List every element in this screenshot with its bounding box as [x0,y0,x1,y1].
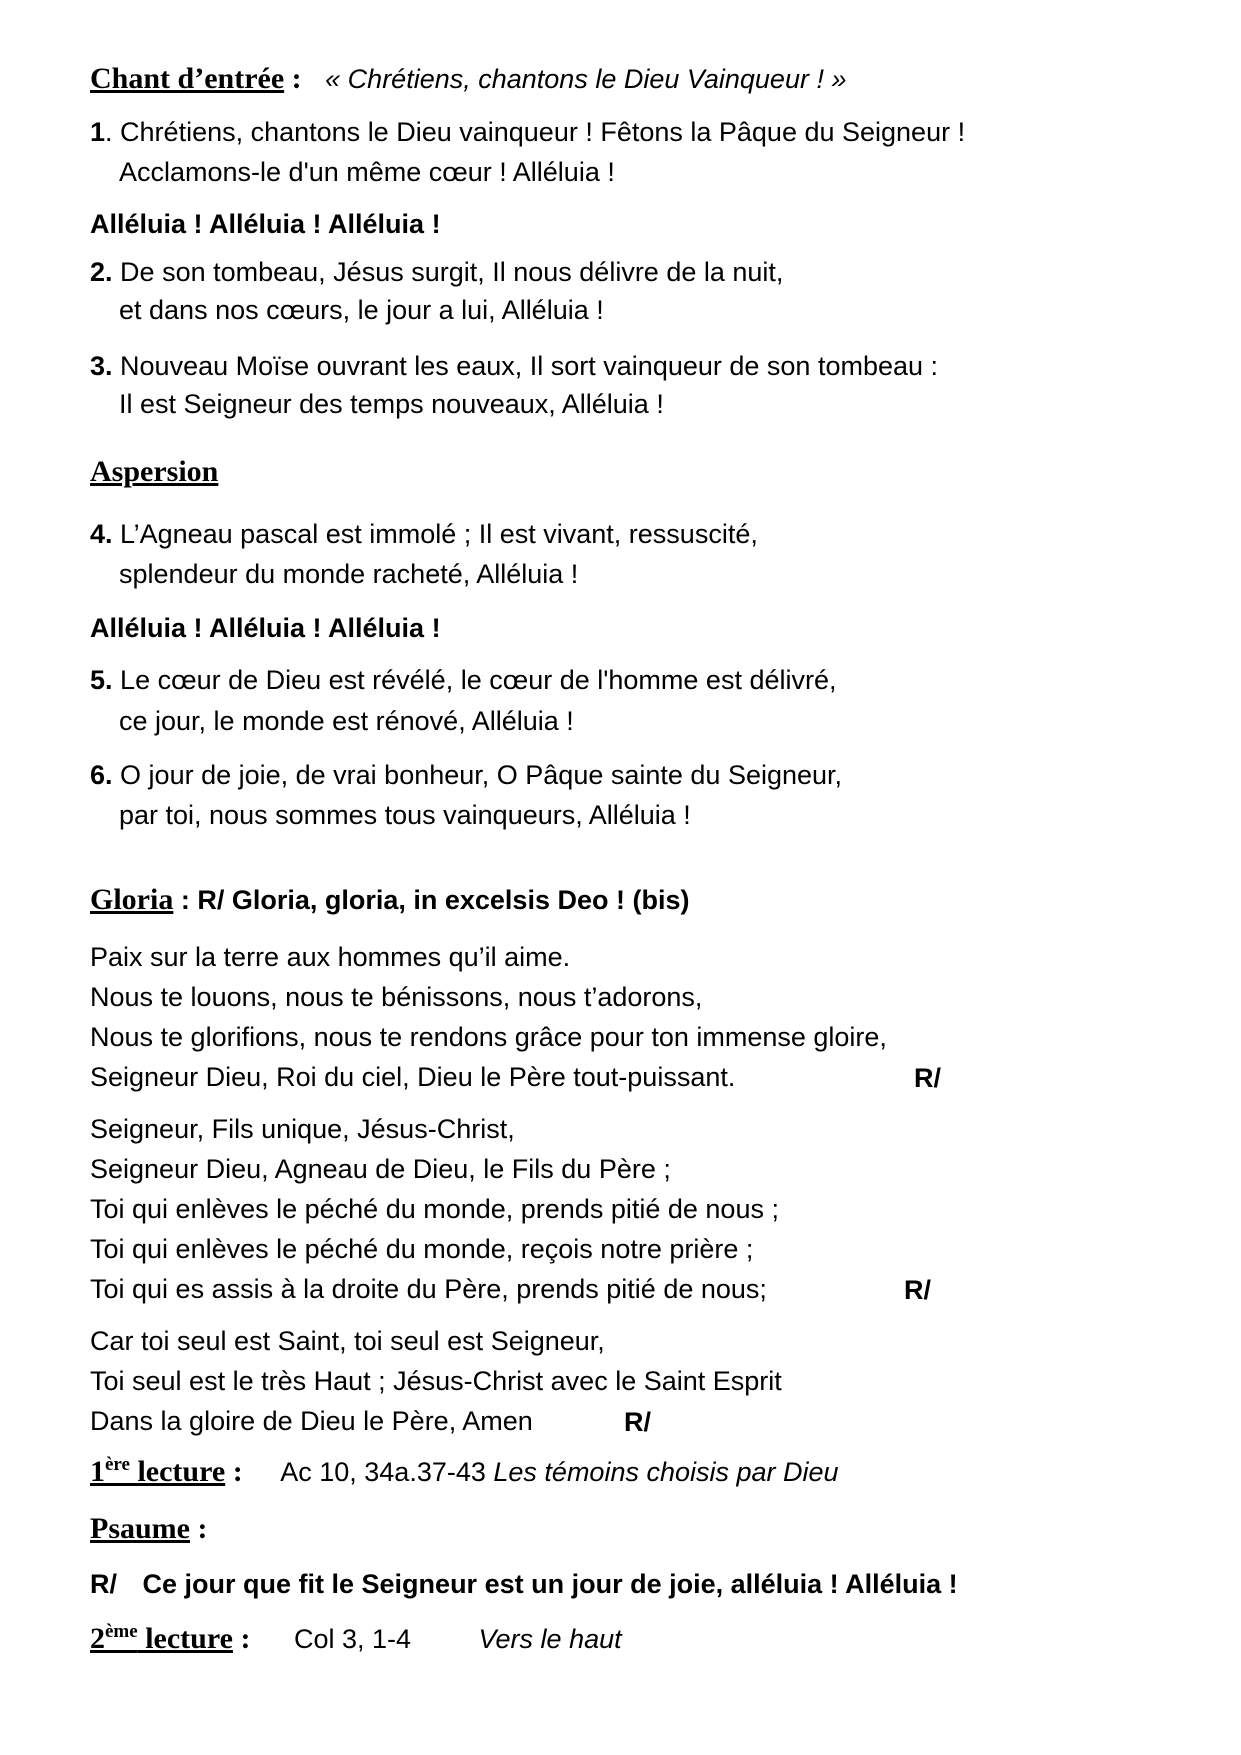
entree-colon: : [284,62,302,95]
verse-3-line-1 [90,352,938,382]
gloria-line: Seigneur, Fils unique, Jésus-Christ, [90,1114,515,1144]
lecture2-line: 2ème lecture : Col 3, 1-4 Vers le haut [90,1621,622,1655]
gloria-line: Toi qui enlèves le péché du monde, prends pitié de nous ; [90,1194,779,1224]
psaume-header: Psaume : [90,1512,208,1545]
gloria-line: Seigneur Dieu, Roi du ciel, Dieu le Père tout-puissant. [90,1062,736,1092]
gloria-header [90,883,689,916]
verse-5-line-2: ce jour, le monde est rénové, Alléluia ! [119,706,574,736]
gloria-line: Toi seul est le très Haut ; Jésus-Christ avec le Saint Esprit [90,1366,782,1396]
verse-number: 5. [90,665,113,695]
psaume-heading: Psaume [90,1512,190,1545]
verse-text: O jour de joie, de vrai bonheur, O Pâque sainte du Seigneur, [120,760,843,790]
entree-header [90,62,846,95]
lecture2-heading: 2ème lecture [90,1621,233,1655]
gloria-refrain: : R/ Gloria, gloria, in excelsis Deo ! (bis) [173,885,690,915]
verse-2-line-1 [90,258,783,288]
entree-heading: Chant d’entrée [90,62,285,95]
verse-text: L’Agneau pascal est immolé ; Il est vivant, ressuscité, [120,519,758,549]
verse-number: 3. [90,351,113,381]
gloria-line: Paix sur la terre aux hommes qu’il aime. [90,942,571,972]
entree-title: « Chrétiens, chantons le Dieu Vainqueur ! » [325,64,847,94]
gloria-r-mark: R/ [904,1275,931,1305]
gloria-line: Seigneur Dieu, Agneau de Dieu, le Fils du Père ; [90,1154,671,1184]
verse-1-line-1: 1. Chrétiens, chantons le Dieu vainqueur ! Fêtons la Pâque du Seigneur ! [90,117,966,147]
lecture1-line: 1ère lecture : Ac 10, 34a.37-43 Les témoins choisis par Dieu [90,1454,839,1488]
gloria-line: Dans la gloire de Dieu le Père, Amen [90,1406,533,1436]
gloria-r-mark: R/ [914,1063,941,1093]
verse-text: Le cœur de Dieu est révélé, le cœur de l'homme est délivré, [120,665,837,695]
verse-number: 2. [90,257,113,287]
verse-2-line-2: et dans nos cœurs, le jour a lui, Alléluia ! [119,295,604,325]
verse-text: Nouveau Moïse ouvrant les eaux, Il sort vainqueur de son tombeau : [120,351,939,381]
gloria-line: Nous te louons, nous te bénissons, nous t’adorons, [90,982,703,1012]
verse-6-line-2: par toi, nous sommes tous vainqueurs, Alléluia ! [119,800,691,830]
aspersion-heading: Aspersion [90,455,219,488]
verse-4-line-1 [90,520,758,550]
lecture2-ref: Col 3, 1-4 [293,1624,412,1654]
entree-refrain: Alléluia ! Alléluia ! Alléluia ! [90,209,441,239]
psaume-refrain-text: Ce jour que fit le Seigneur est un jour de joie, alléluia ! Alléluia ! [142,1569,958,1599]
psaume-refrain [90,1570,958,1600]
lecture2-title: Vers le haut [478,1624,622,1654]
verse-number: 4. [90,519,113,549]
verse-1-line-2: Acclamons-le d'un même cœur ! Alléluia ! [119,157,615,187]
gloria-line: Nous te glorifions, nous te rendons grâce pour ton immense gloire, [90,1022,887,1052]
verse-5-line-1 [90,666,836,696]
aspersion-refrain: Alléluia ! Alléluia ! Alléluia ! [90,613,441,643]
lecture1-title: Les témoins choisis par Dieu [493,1457,839,1487]
gloria-line: Toi qui enlèves le péché du monde, reçois notre prière ; [90,1234,754,1264]
aspersion-header [90,455,218,488]
verse-4-line-2: splendeur du monde racheté, Alléluia ! [119,559,579,589]
psaume-r-mark: R/ [90,1569,117,1599]
gloria-line: Car toi seul est Saint, toi seul est Seigneur, [90,1326,605,1356]
verse-text: De son tombeau, Jésus surgit, Il nous délivre de la nuit, [120,257,784,287]
gloria-heading: Gloria [90,883,174,916]
verse-text: Chrétiens, chantons le Dieu vainqueur ! Fêtons la Pâque du Seigneur ! [120,117,966,147]
lecture1-ref: Ac 10, 34a.37-43 [280,1457,486,1487]
verse-6-line-1 [90,761,842,791]
verse-number: 6. [90,760,113,790]
verse-number: 1 [90,117,106,147]
verse-3-line-2: Il est Seigneur des temps nouveaux, Alléluia ! [119,389,664,419]
lecture1-heading: 1ère lecture [90,1454,226,1488]
gloria-line: Toi qui es assis à la droite du Père, prends pitié de nous; [90,1274,767,1304]
gloria-r-mark: R/ [624,1407,651,1437]
